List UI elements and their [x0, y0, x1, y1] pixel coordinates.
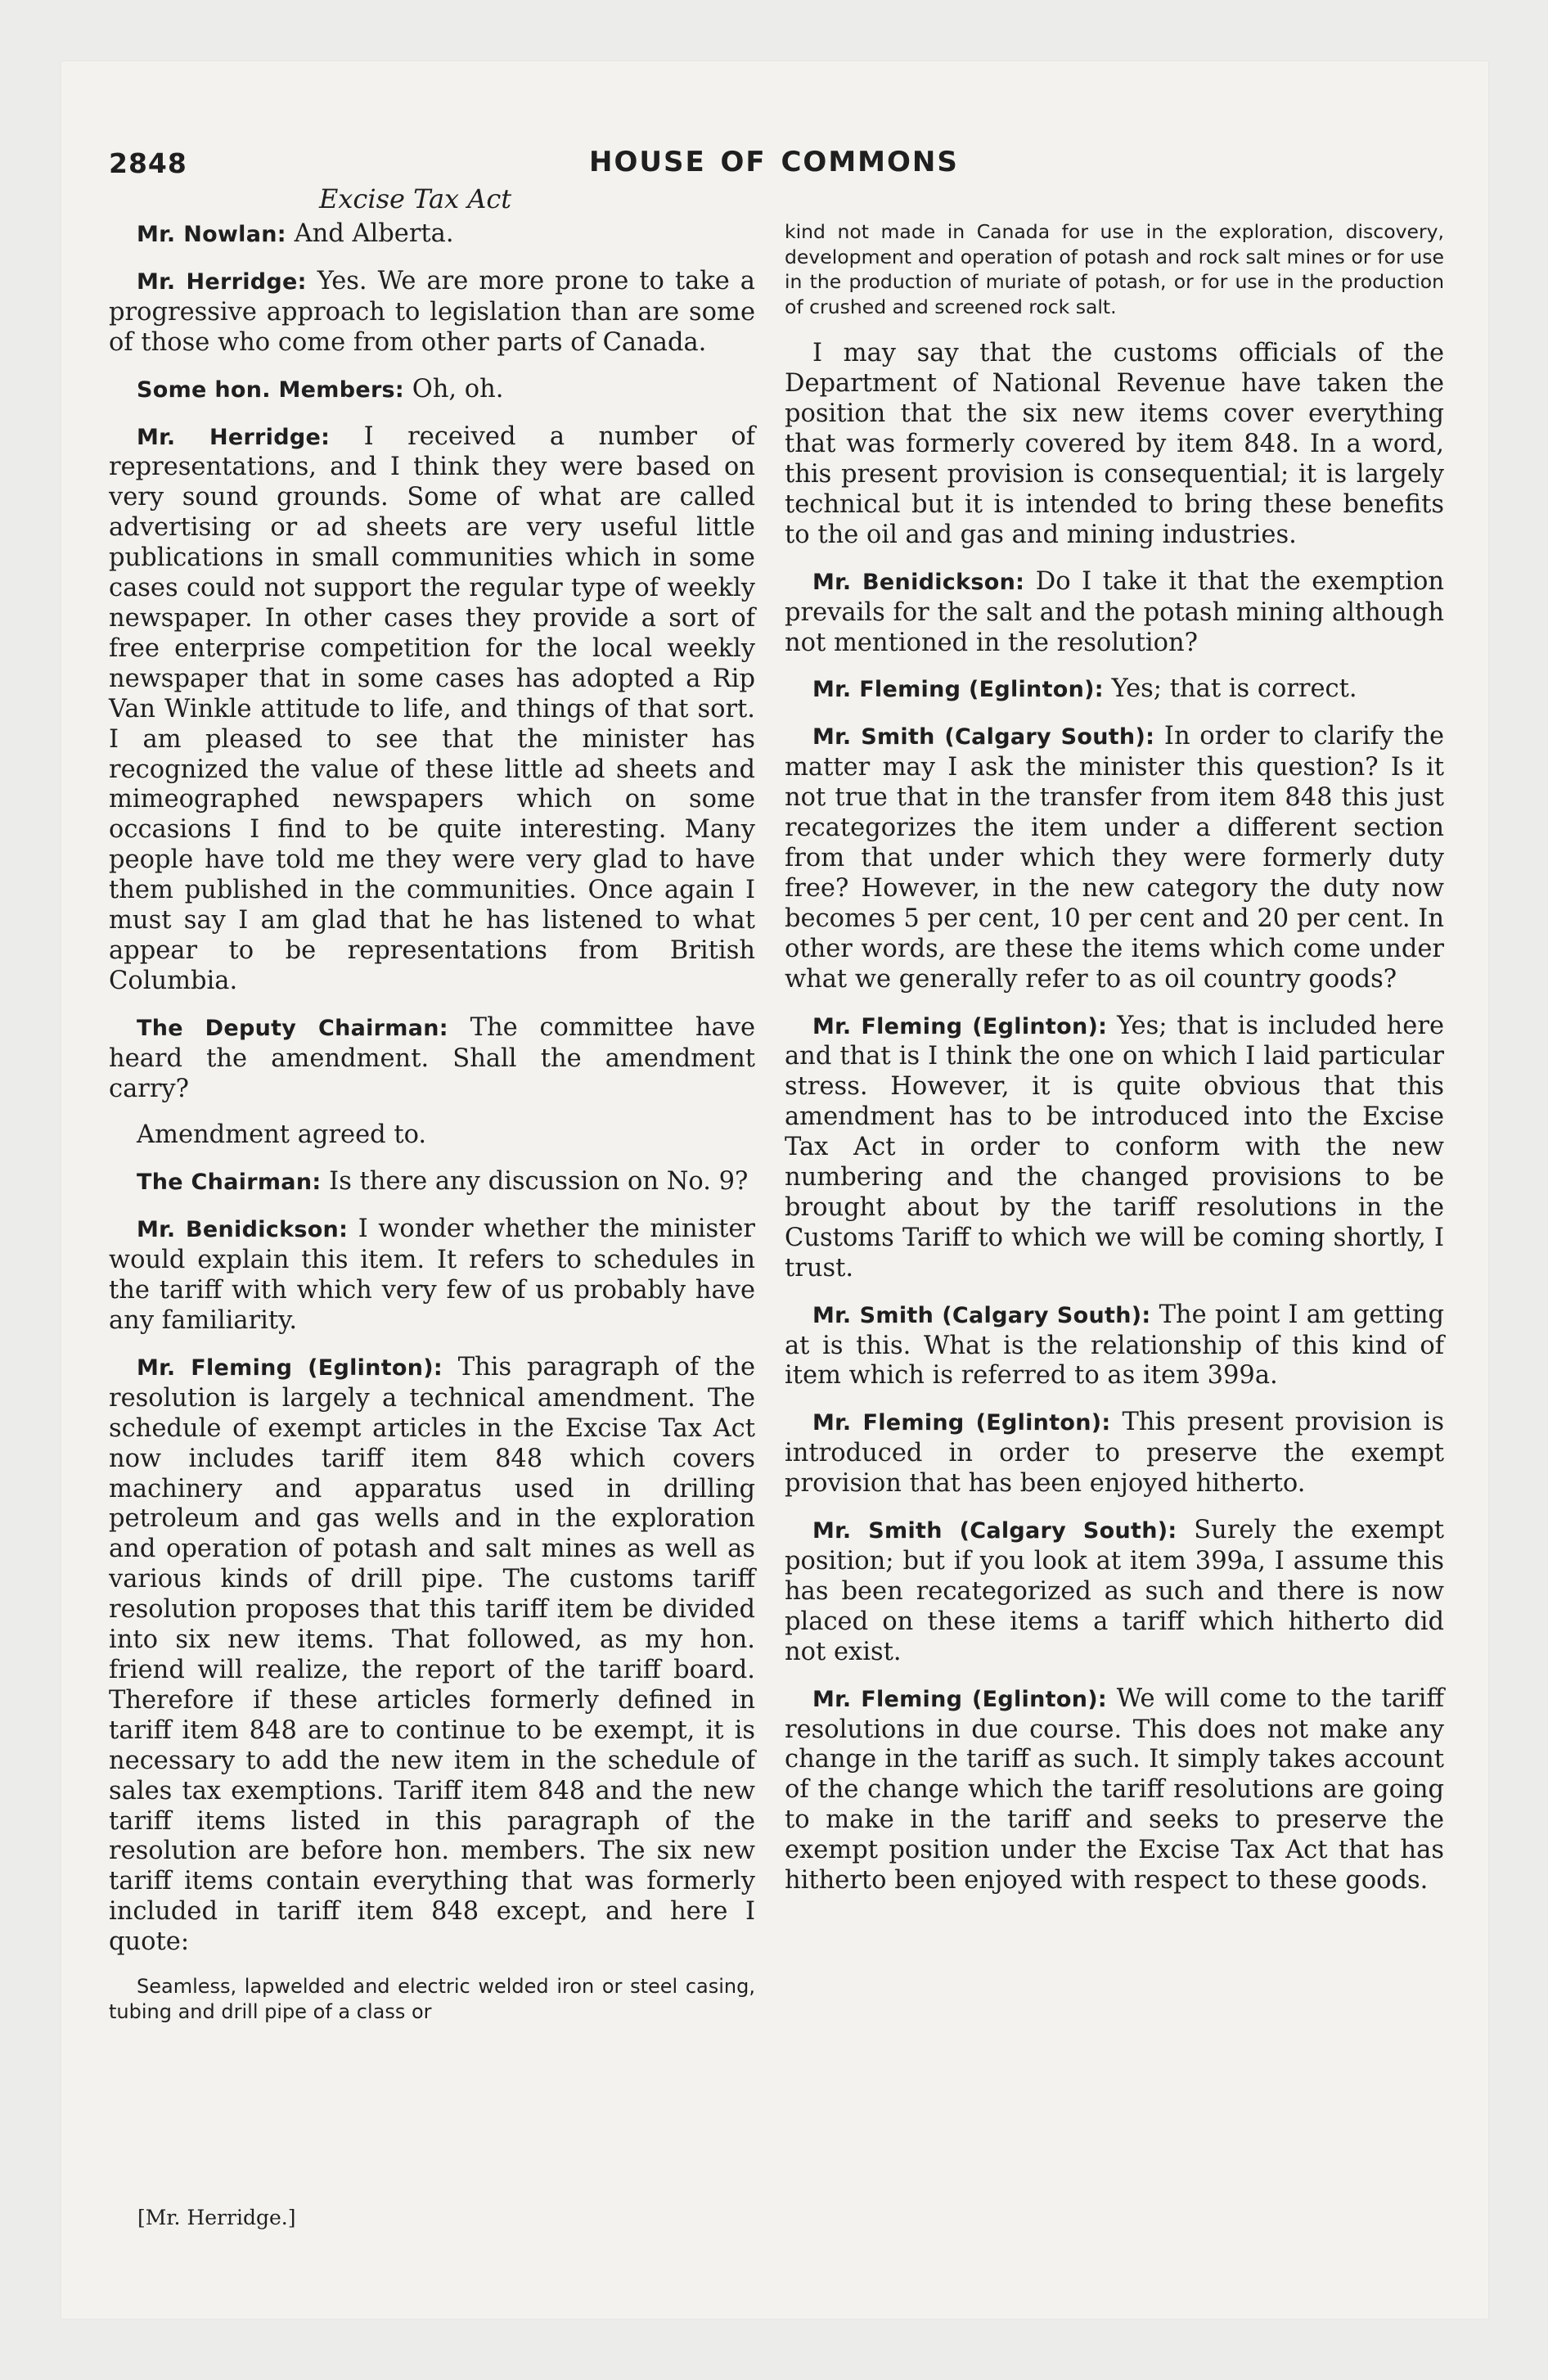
speech-text: kind not made in Canada for use in the exploration, discovery, development and operation of potash and rock salt mines or for use in the production of muriate of potash, or for use in the production of crushed and screened rock salt. — [785, 220, 1444, 318]
speech-text: I wonder whether the minister would explain this item. It refers to schedules in the tariff with which very few of us probably have any familiarity. — [109, 1215, 755, 1335]
speech-paragraph — [785, 1012, 1444, 1284]
speaker-name: Mr. Fleming (Eglinton): — [812, 1410, 1111, 1436]
speech-text: I may say that the customs officials of the Department of National Revenue have taken the position that the six new items cover everything that was formerly covered by item 848. In a word, this present provision is consequential; it is largely technical but it is intended to bring these benefits to the oil and gas and mining industries. — [785, 339, 1444, 549]
speaker-name: Mr. Benidickson: — [812, 569, 1025, 595]
quoted-passage — [785, 219, 1444, 319]
speech-paragraph — [785, 567, 1444, 659]
speech-text: We will come to the tariff resolutions in due course. This does not make any change in the tariff as such. It simply takes account of the change which the tariff resolutions are going to make in the tariff and seeks to preserve the exempt position under the Excise Tax Act that has hitherto been enjoyed with respect to these goods. — [785, 1684, 1444, 1895]
speech-paragraph — [109, 1215, 755, 1336]
speaker-name: Mr. Smith (Calgary South): — [812, 724, 1155, 751]
page-title: HOUSE OF COMMONS — [589, 146, 959, 178]
speaker-name: Mr. Benidickson: — [137, 1217, 349, 1243]
speech-paragraph — [785, 1408, 1444, 1499]
speech-paragraph — [109, 1013, 755, 1105]
speech-text: Yes; that is included here and that is I think the one on which I laid particular stress. However, it is quite obvious that this amendment has to be introduced into the Excise Tax Act in order to conform with the new numbering and the changed provisions to be brought about by the tariff resolutions in the Customs Tariff to which we will be coming shortly, I trust. — [785, 1011, 1444, 1282]
speech-paragraph — [109, 267, 755, 358]
speech-text: Do I take it that the exemption prevails for the salt and the potash mining although not mentioned in the resolution? — [785, 566, 1444, 657]
speech-paragraph — [785, 1684, 1444, 1896]
speech-paragraph — [785, 722, 1444, 994]
speech-text: Amendment agreed to. — [137, 1120, 427, 1150]
speech-text: This paragraph of the resolution is largely a technical amendment. The schedule of exempt articles in the Excise Tax Act now includes tariff item 848 which covers machinery and apparatus used in drilling petroleum and gas wells and in the exploration and operation of potash and salt mines as well as various kinds of drill pipe. The customs tariff resolution proposes that this tariff item be divided into six new items. That followed, as my hon. friend will realize, the report of the tariff board. Therefore if these articles formerly defined in tariff item 848 are to continue to be exempt, it is necessary to add the new item in the schedule of sales tax exemptions. Tariff item 848 and the new tariff items listed in this paragraph of the resolution are before hon. members. The six new tariff items contain everything that was formerly included in tariff item 848 except, and here I quote: — [109, 1352, 755, 1957]
page-number: 2848 — [109, 147, 187, 179]
quoted-passage — [109, 1974, 755, 2025]
speech-text: Yes; that is correct. — [1111, 674, 1357, 704]
speech-text: Yes. We are more prone to take a progressive approach to legislation than are some of those who come from other parts of Canada. — [109, 266, 755, 357]
left-column — [109, 219, 755, 2043]
speaker-name: Mr. Herridge: — [137, 268, 307, 295]
speech-text: This present provision is introduced in order to preserve the exempt provision that has been enjoyed hitherto. — [785, 1408, 1444, 1499]
speaker-name: The Chairman: — [137, 1170, 322, 1196]
speech-paragraph — [785, 339, 1444, 550]
speech-paragraph — [785, 674, 1444, 705]
speaker-name: Mr. Fleming (Eglinton): — [137, 1355, 443, 1381]
speech-text: Surely the exempt position; but if you look at item 399a, I assume this has been recategorized as such and there is now placed on these items a tariff which hitherto did not exist. — [785, 1516, 1444, 1666]
speaker-name: Mr. Herridge: — [137, 424, 331, 450]
speech-paragraph — [109, 1120, 755, 1151]
speech-paragraph — [109, 1353, 755, 1958]
speech-paragraph — [109, 219, 755, 250]
speech-paragraph — [109, 375, 755, 406]
speech-text: The point I am getting at is this. What is the relationship of this kind of item which is referred to as item 399a. — [785, 1300, 1444, 1391]
speech-text: And Alberta. — [294, 219, 454, 248]
right-column — [785, 219, 1444, 1913]
speaker-attribution: [Mr. Herridge.] — [137, 2206, 296, 2229]
speech-paragraph — [109, 422, 755, 997]
speech-text: Seamless, lapwelded and electric welded iron or steel casing, tubing and drill pipe of a class or — [109, 1975, 755, 2024]
speech-text: I received a number of representations, and I think they were based on very sound grounds. Some of what are called advertising or ad sheets are very useful little publications in small communities which in some cases could not support the regular type of weekly newspaper. In other cases they provide a sort of free enterprise competition for the local weekly newspaper that in some cases has adopted a Rip Van Winkle attitude to life, and things of that sort. I am pleased to see that the minister has recognized the value of these little ad sheets and mimeographed newspapers which on some occasions I find to be quite interesting. Many people have told me they were very glad to have them published in the communities. Once again I must say I am glad that he has listened to what appear to be representations from British Columbia. — [109, 421, 755, 995]
speech-paragraph — [785, 1516, 1444, 1668]
speech-text: In order to clarify the matter may I ask the minister this question? Is it not true that in the transfer from item 848 this just recategorizes the item under a different section from that under which they were formerly duty free? However, in the new category the duty now becomes 5 per cent, 10 per cent and 20 per cent. In other words, are these the items which come under what we generally refer to as oil country goods? — [785, 722, 1444, 994]
speaker-name: Mr. Smith (Calgary South): — [812, 1518, 1177, 1544]
speaker-name: Mr. Nowlan: — [137, 222, 286, 247]
speech-paragraph — [785, 1300, 1444, 1392]
section-subtitle: Excise Tax Act — [319, 183, 512, 214]
speaker-name: The Deputy Chairman: — [137, 1015, 448, 1041]
speech-text: Is there any discussion on No. 9? — [329, 1167, 749, 1197]
speaker-name: Some hon. Members: — [137, 376, 405, 403]
speaker-name: Mr. Fleming (Eglinton): — [812, 1686, 1107, 1712]
speaker-name: Mr. Fleming (Eglinton): — [812, 677, 1104, 703]
speech-text: The committee have heard the amendment. Shall the amendment carry? — [109, 1012, 755, 1103]
speaker-name: Mr. Smith (Calgary South): — [812, 1302, 1151, 1328]
speech-text: Oh, oh. — [412, 374, 504, 403]
speaker-name: Mr. Fleming (Eglinton): — [812, 1013, 1108, 1039]
speech-paragraph — [109, 1167, 755, 1198]
